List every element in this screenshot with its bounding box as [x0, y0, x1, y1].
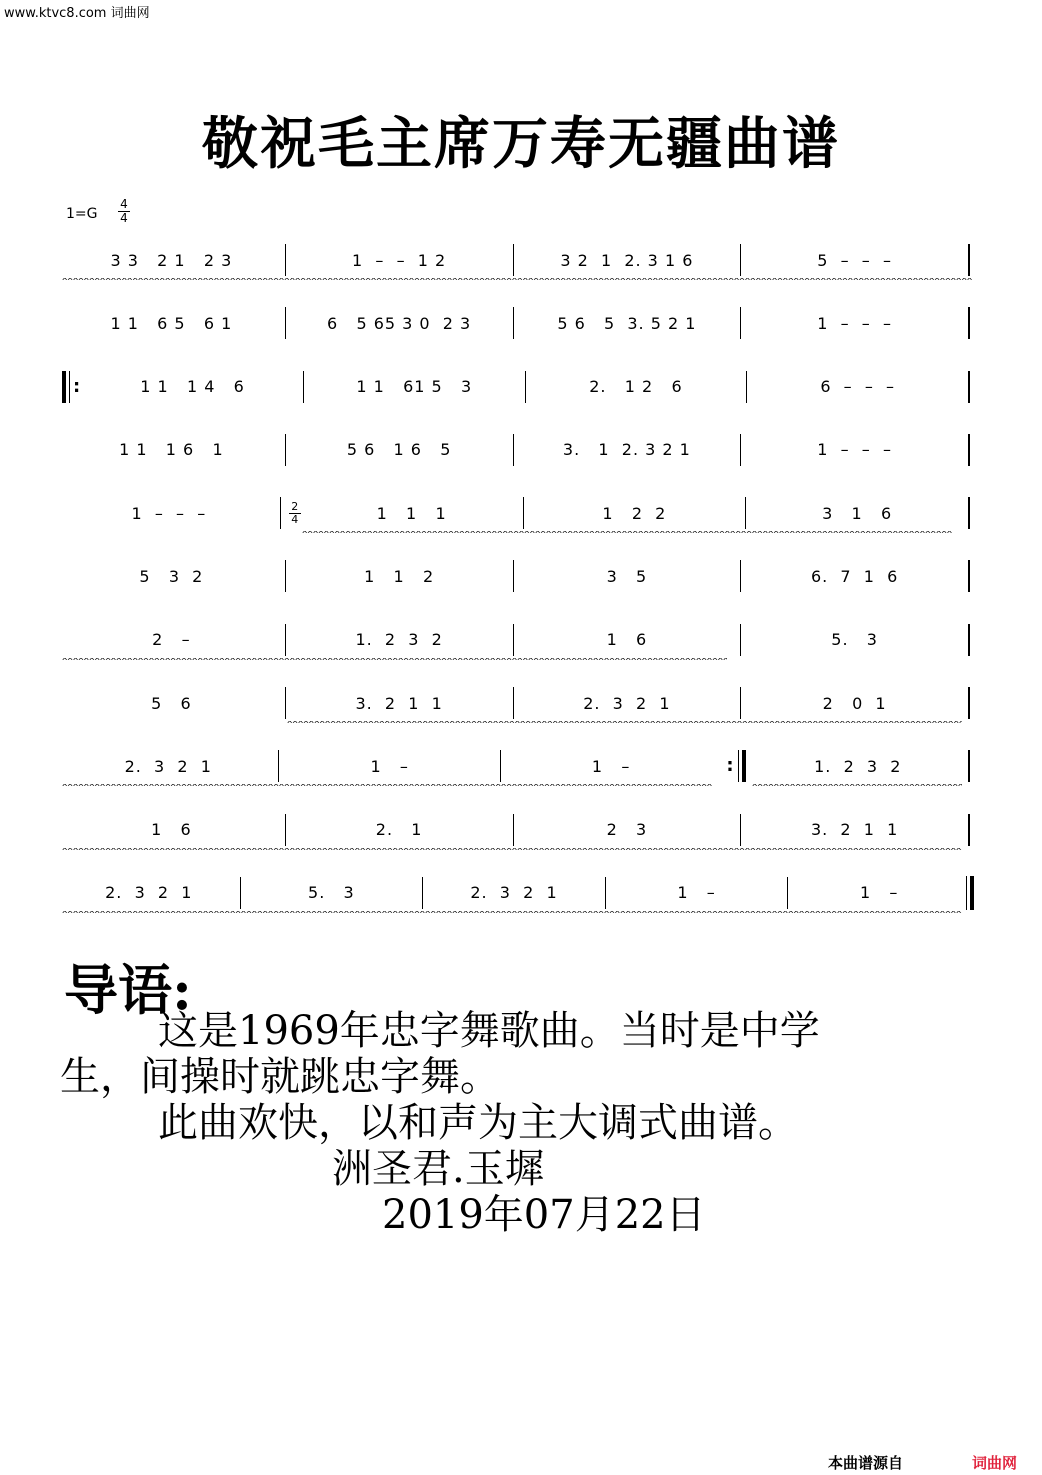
- bar-line: [968, 814, 970, 846]
- repeat-start-sign: :: [62, 371, 80, 403]
- measure: 1 1 1 6 1: [119, 440, 224, 460]
- final-bar-line: [966, 876, 974, 910]
- measure: 6. 7 1 6: [810, 566, 899, 586]
- bar-line: [787, 877, 788, 909]
- time-signature-top: 4: [120, 197, 128, 211]
- bar-line: [513, 307, 514, 339]
- bar-line: [740, 624, 741, 656]
- inline-time-signature: 2 4: [289, 501, 301, 526]
- bar-line: [285, 624, 286, 656]
- measure: 3 2 1 2. 3 1 6: [560, 250, 694, 270]
- bar-line: [740, 244, 741, 276]
- bar-line: [285, 814, 286, 846]
- measure: 2. 3 2 1: [583, 693, 671, 713]
- tremolo-line: [62, 658, 727, 666]
- bar-line: [513, 624, 514, 656]
- bar-line: [285, 687, 286, 719]
- bar-line: [525, 371, 526, 403]
- measure: 2. 1 2 6: [589, 377, 683, 397]
- measure: 5 6 1 6 5: [346, 440, 452, 460]
- intro-body: [60, 1008, 960, 1238]
- bar-line: [605, 877, 606, 909]
- bar-line: [500, 750, 501, 782]
- bar-line: [968, 750, 970, 782]
- measure: 6 5 65 3 0 2 3: [327, 313, 472, 333]
- measure: 1 1 1: [376, 503, 447, 523]
- bar-line: [513, 687, 514, 719]
- bar-line: [285, 244, 286, 276]
- measure: 2. 3 2 1: [470, 883, 558, 903]
- measure: 1 1 61 5 3: [356, 377, 473, 397]
- measure: 1 1 1 4 6: [140, 377, 245, 397]
- tremolo-line: [62, 278, 972, 286]
- bar-line: [968, 371, 970, 403]
- measure: 1 –: [591, 756, 631, 776]
- measure: 3 1 6: [822, 503, 893, 523]
- score-row: [62, 303, 974, 366]
- measure: 1 2 2: [602, 503, 667, 523]
- bar-line: [968, 497, 970, 529]
- bar-line: [285, 307, 286, 339]
- score-row: [62, 493, 974, 556]
- intro-line: 此曲欢快，以和声为主大调式曲谱。: [158, 1100, 798, 1146]
- measure: 2 3: [606, 820, 648, 840]
- measure: 5 6 5 3. 5 2 1: [557, 313, 697, 333]
- measure: 2 0 1: [822, 693, 887, 713]
- measure: 5 6: [151, 693, 192, 713]
- page-title: 敬祝毛主席万寿无疆曲谱: [202, 111, 840, 177]
- tremolo-line: [287, 721, 962, 729]
- bar-line: [513, 560, 514, 592]
- intro-line: 生，间操时就跳忠字舞。: [60, 1054, 500, 1100]
- bar-line: [740, 434, 741, 466]
- measure: 1 –: [859, 883, 899, 903]
- bar-line: [740, 307, 741, 339]
- bar-line: [968, 307, 970, 339]
- bar-line: [740, 560, 741, 592]
- score-row: [62, 367, 974, 430]
- score-row: [62, 683, 974, 746]
- bar-line: [968, 560, 970, 592]
- measure: 2 –: [152, 630, 191, 650]
- measure: 5 3 2: [139, 566, 204, 586]
- intro-line: 这是1969年忠字舞歌曲。当时是中学: [158, 1008, 820, 1054]
- tremolo-line: [752, 784, 962, 792]
- measure: 1. 2 3 2: [814, 756, 902, 776]
- bar-line: [968, 434, 970, 466]
- time-signature: [118, 198, 130, 225]
- measure: 2. 1: [375, 820, 423, 840]
- score-row: [62, 556, 974, 619]
- repeat-end-sign: :: [723, 750, 745, 782]
- score-row: [62, 873, 974, 936]
- bar-line: [968, 687, 970, 719]
- tremolo-line: [62, 784, 712, 792]
- bar-line: [513, 434, 514, 466]
- measure: 1 1 2: [364, 566, 435, 586]
- score-row: [62, 746, 974, 809]
- measure: 5 – – –: [817, 250, 892, 270]
- measure: 6 – – –: [820, 377, 896, 397]
- score: [62, 240, 974, 936]
- measure: 1 – – –: [131, 503, 207, 523]
- bar-line: [278, 750, 279, 782]
- bar-line: [968, 624, 970, 656]
- bar-line: [745, 497, 746, 529]
- site-watermark: www.ktvc8.com 词曲网: [4, 6, 150, 21]
- bar-line: [285, 434, 286, 466]
- tremolo-line: [62, 848, 962, 856]
- measure: 2. 3 2 1: [124, 756, 212, 776]
- score-row: [62, 430, 974, 493]
- bar-line: [968, 244, 970, 276]
- bar-line: [513, 244, 514, 276]
- bar-line: [422, 877, 423, 909]
- measure: 1 – – 1 2: [352, 250, 447, 270]
- bar-line: [513, 814, 514, 846]
- measure: 2. 3 2 1: [105, 883, 193, 903]
- score-row: [62, 620, 974, 683]
- measure: 1 1 6 5 6 1: [110, 313, 233, 333]
- site-logo[interactable]: 词曲网: [972, 1454, 1018, 1472]
- signature: 洲圣君.玉墀: [332, 1146, 545, 1192]
- measure: 1 – – –: [817, 313, 892, 333]
- measure: 5. 3: [308, 883, 355, 903]
- score-row: [62, 240, 974, 303]
- measure: 1. 2 3 2: [355, 630, 443, 650]
- bar-line: [523, 497, 524, 529]
- bar-line: [280, 497, 281, 529]
- key-signature: 1=G: [66, 206, 98, 222]
- measure: 1 –: [370, 756, 409, 776]
- time-signature-bottom: 4: [118, 211, 130, 225]
- bar-line: [240, 877, 241, 909]
- bar-line: [740, 687, 741, 719]
- bar-line: [285, 560, 286, 592]
- tremolo-line: [302, 531, 952, 539]
- measure: 3 3 2 1 2 3: [110, 250, 233, 270]
- score-row: [62, 810, 974, 873]
- measure: 3. 2 1 1: [355, 693, 443, 713]
- measure: 1 6: [606, 630, 648, 650]
- measure: 3. 1 2. 3 2 1: [562, 440, 691, 460]
- bar-line: [746, 371, 747, 403]
- bar-line: [303, 371, 304, 403]
- measure: 3. 2 1 1: [810, 820, 899, 840]
- tremolo-line: [62, 911, 962, 919]
- date: 2019年07月22日: [382, 1192, 706, 1238]
- measure: 1 –: [677, 883, 716, 903]
- source-label: 本曲谱源自: [828, 1454, 904, 1472]
- measure: 5. 3: [831, 630, 878, 650]
- measure: 3 5: [606, 566, 648, 586]
- measure: 1 – – –: [817, 440, 892, 460]
- bar-line: [740, 814, 741, 846]
- intro-heading: 导语:: [64, 958, 192, 1022]
- measure: 1 6: [151, 820, 192, 840]
